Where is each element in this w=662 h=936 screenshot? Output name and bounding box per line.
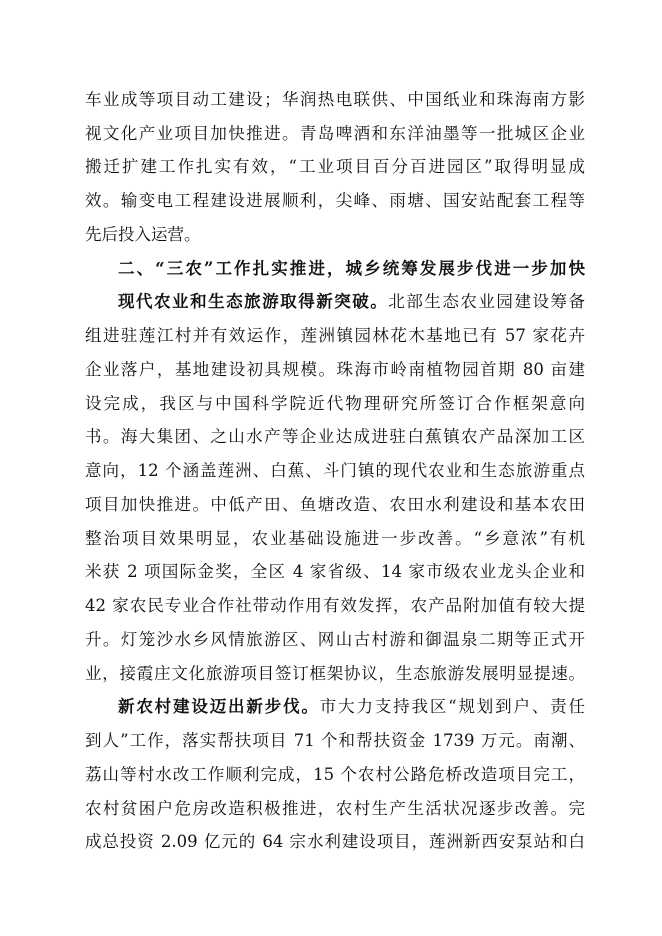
body-text-line: 荔山等村水改工作顺利完成，15 个农村公路危桥改造项目完工， [85,765,585,784]
body-text-line: 车业成等项目动工建设；华润热电联供、中国纸业和珠海南方影 [85,90,585,109]
body-text-line: 升。灯笼沙水乡风情旅游区、网山古村游和御温泉二期等正式开 [85,630,585,649]
body-text-line: 整治项目效果明显，农业基础设施进一步改善。“乡意浓”有机 [85,529,585,548]
paragraph-text: 市大力支持我区“规划到户、责任 [319,697,586,716]
body-text-line: 成总投资 2.09 亿元的 64 宗水利建设项目，莲洲新西安泵站和白 [85,832,585,851]
body-text-line: 先后投入运营。 [85,225,201,244]
body-text-line: 农村贫困户危房改造积极推进，农村生产生活状况逐步改善。完 [85,799,585,818]
body-text-line: 42 家农民专业合作社带动作用有效发挥，农产品附加值有较大提 [85,596,585,615]
section-heading: 二、“三农”工作扎实推进，城乡统筹发展步伐进一步加快 [118,259,585,278]
body-text-line: 意向，12 个涵盖莲洲、白蕉、斗门镇的现代农业和生态旅游重点 [85,461,585,480]
body-text-line: 搬迁扩建工作扎实有效，“工业项目百分百进园区”取得明显成 [85,157,585,176]
body-text-line: 效。输变电工程建设进展顺利，尖峰、雨塘、国安站配套工程等 [85,191,585,210]
paragraph-opening-line [118,292,585,312]
body-text-line: 到人”工作，落实帮扶项目 71 个和帮扶资金 1739 万元。南潮、 [85,731,585,750]
body-text-line: 业，接霞庄文化旅游项目签订框架协议，生态旅游发展明显提速。 [85,664,585,683]
body-text-line: 项目加快推进。中低产田、鱼塘改造、农田水利建设和基本农田 [85,495,585,514]
paragraph-text: 北部生态农业园建设筹备 [388,292,586,311]
body-text-line: 设完成，我区与中国科学院近代物理研究所签订合作框架意向 [85,394,585,413]
body-text-line: 米获 2 项国际金奖，全区 4 家省级、14 家市级农业龙头企业和 [85,562,585,581]
paragraph-heading: 新农村建设迈出新步伐。 [118,697,320,716]
body-text-line: 视文化产业项目加快推进。青岛啤酒和东洋油墨等一批城区企业 [85,124,585,143]
paragraph-heading: 现代农业和生态旅游取得新突破。 [118,292,389,311]
body-text-line: 书。海大集团、之山水产等企业达成进驻白蕉镇农产品深加工区 [85,427,585,446]
body-text-line: 企业落户，基地建设初具规模。珠海市岭南植物园首期 80 亩建 [85,360,585,379]
paragraph-opening-line [118,697,585,717]
body-text-line: 组进驻莲江村并有效运作，莲洲镇园林花木基地已有 57 家花卉 [85,326,585,345]
